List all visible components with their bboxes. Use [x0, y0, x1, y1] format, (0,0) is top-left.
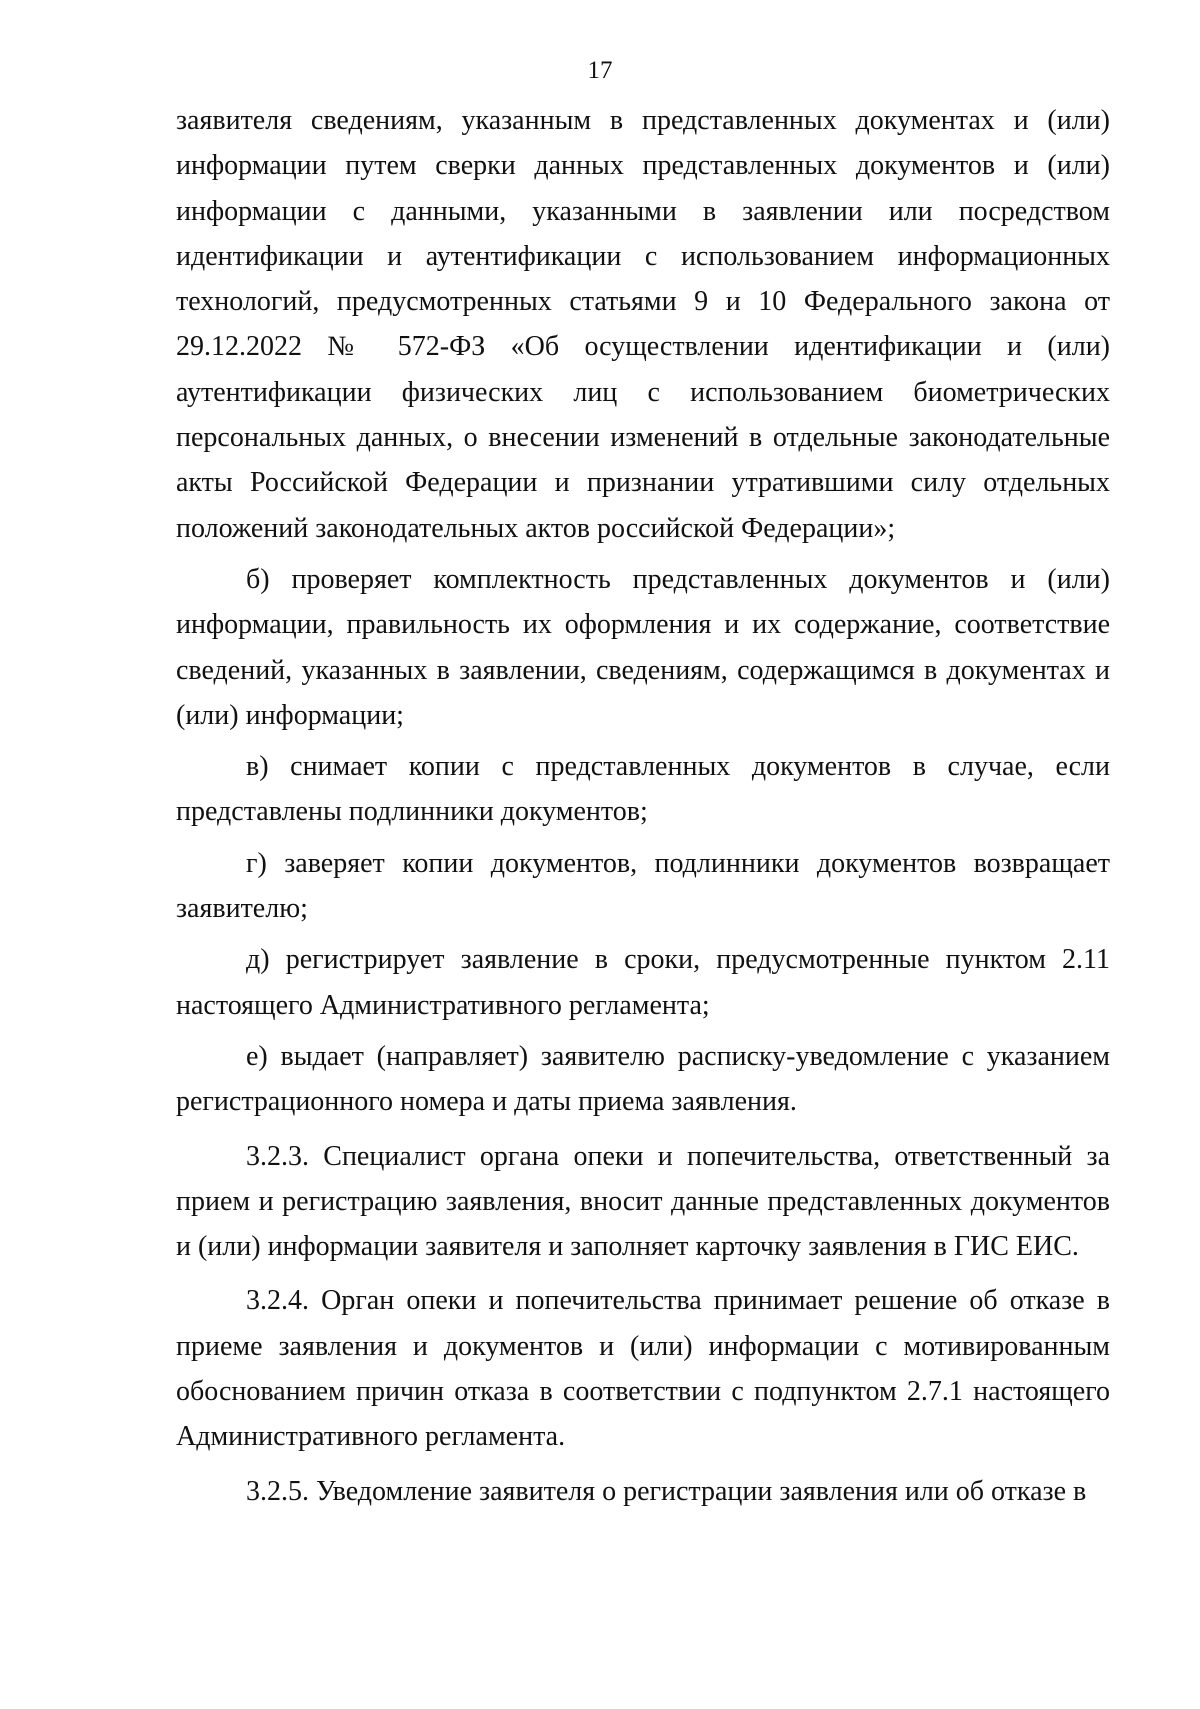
paragraph-3-2-5: 3.2.5. Уведомление заявителя о регистрации заявления или об отказе в [246, 1475, 1087, 1507]
paragraph-item-e: е) выдает (направляет) заявителю расписку-уведомление с указанием регистрационного номера и даты приема заявления. [176, 1040, 1110, 1118]
document-body [176, 98, 1110, 1514]
page-number: 17 [587, 57, 613, 84]
paragraph-item-d: д) регистрирует заявление в сроки, предусмотренные пунктом 2.11 настоящего Административного регламента; [176, 944, 1110, 1021]
paragraph-3-2-3: 3.2.3. Специалист органа опеки и попечительства, ответственный за прием и регистрацию заявления, вносит данные представленных документов и (или) информации заявителя и заполняет карточку заявления в ГИС ЕИС. [176, 1140, 1110, 1263]
paragraph-continuation: заявителя сведениям, указанным в представленных документах и (или) информации путем сверки данных представленных документов и (или) информации с данными, указанными в заявлении или посредством идентификации и аутентификации с использованием информационных технологий, предусмотренных статьями 9 и 10 Федерального закона от 29.12.2022 № 572-ФЗ «Об осуществлении идентификации и (или) аутентификации физических лиц с использованием биометрических персональных данных, о внесении изменений в отдельные законодательные акты Российской Федерации и признании утратившими силу отдельных положений законодательных актов российской Федерации»; [176, 105, 1110, 544]
paragraph-item-g: г) заверяет копии документов, подлинники документов возвращает заявителю; [176, 847, 1110, 925]
paragraph-item-v: в) снимает копии с представленных документов в случае, если представлены подлинники документов; [176, 751, 1110, 828]
paragraph-item-b: б) проверяет комплектность представленных документов и (или) информации, правильность их оформления и их содержание, соответствие сведений, указанных в заявлении, сведениям, содержащимся в документах и (или) информации; [176, 563, 1110, 731]
paragraph-3-2-4: 3.2.4. Орган опеки и попечительства принимает решение об отказе в приеме заявления и документов и (или) информации с мотивированным обоснованием причин отказа в соответствии с подпунктом 2.7.1 настоящего Административного регламента. [176, 1285, 1110, 1453]
